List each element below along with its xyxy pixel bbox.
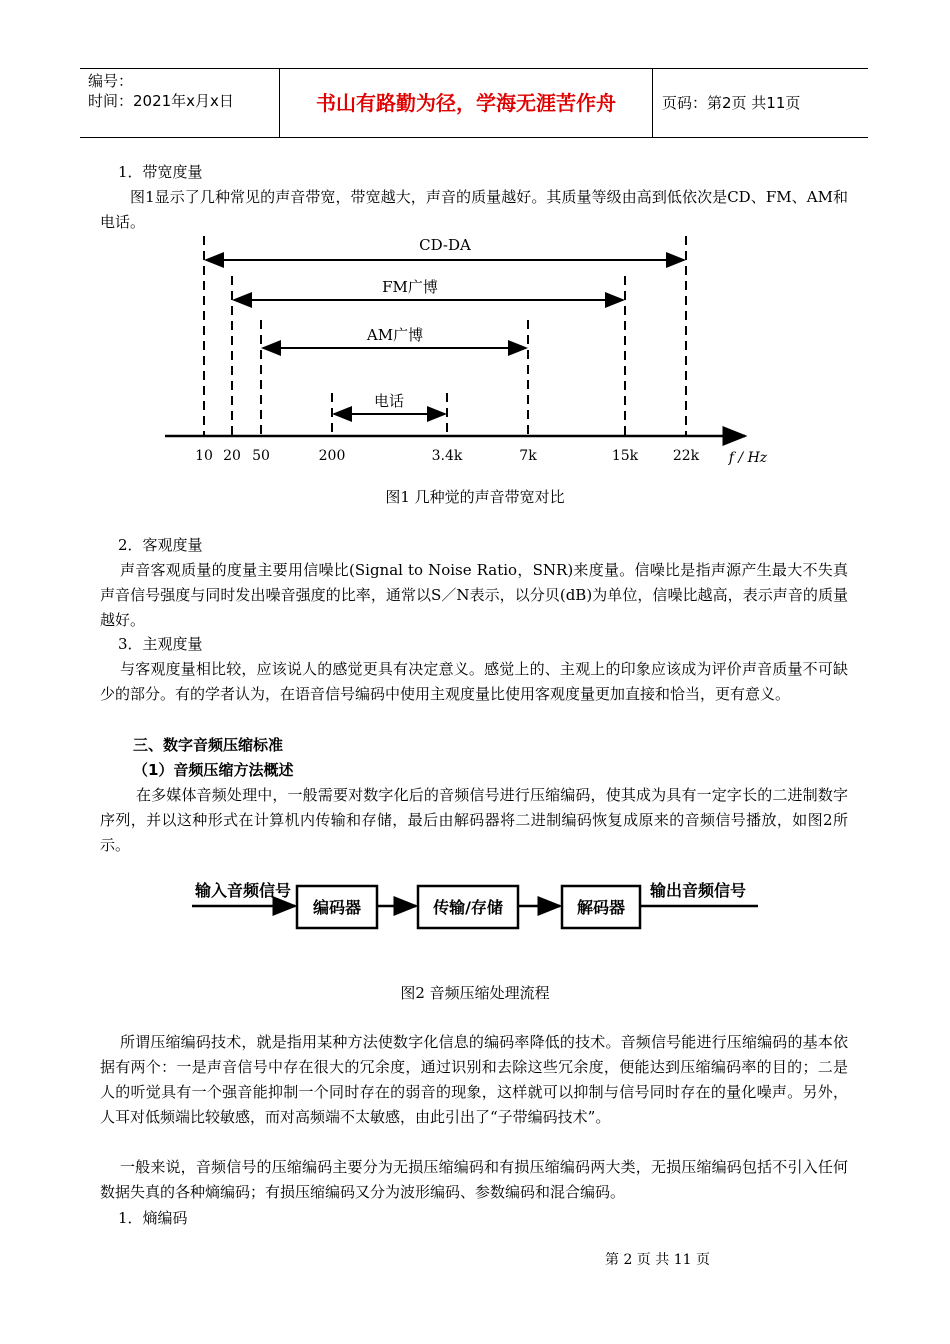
figure-1-caption: 图1 几种觉的声音带宽对比 bbox=[385, 488, 565, 506]
page-header bbox=[80, 68, 868, 138]
header-page-info: 页码：第2页 共11页 bbox=[662, 94, 801, 112]
tick-label: 200 bbox=[318, 448, 346, 464]
section-3-paragraph: 与客观度量相比较，应该说人的感觉更具有决定意义。感觉上的、主观上的印象应该成为评价声音质量不可缺少的部分。有的学者认为，在语音信号编码中使用主观度量比使用客观度量更加直接和恰当，更有意义。 bbox=[100, 660, 848, 703]
tick-label: 22k bbox=[672, 448, 700, 464]
flow-output-label: 输出音频信号 bbox=[650, 881, 747, 900]
heading-compression-overview: （1）音频压缩方法概述 bbox=[133, 761, 294, 779]
paragraph-audio-processing: 在多媒体音频处理中，一般需要对数字化后的音频信号进行压缩编码，使其成为具有一定字长的二进制数字序列，并以这种形式在计算机内传输和存储，最后由解码器将二进制编码恢复成原来的音频信号播放，如图2所示。 bbox=[100, 786, 848, 854]
tick-label: 50 bbox=[252, 448, 270, 464]
page-footer: 第 2 页 共 11 页 bbox=[605, 1252, 710, 1268]
flow-input-label: 输入音频信号 bbox=[195, 881, 292, 900]
encoder-label: 编码器 bbox=[312, 898, 362, 917]
paragraph-compression-types: 一般来说，音频信号的压缩编码主要分为无损压缩编码和有损压缩编码两大类，无损压缩编码包括不引入任何数据失真的各种熵编码；有损压缩编码又分为波形编码、参数编码和混合编码。 bbox=[100, 1158, 848, 1201]
transfer-label: 传输/存储 bbox=[433, 898, 503, 917]
tick-label: 10 bbox=[195, 448, 213, 464]
header-meta bbox=[80, 69, 280, 137]
section-entropy-title: 1．熵编码 bbox=[118, 1209, 188, 1227]
section-3-title: 3．主观度量 bbox=[118, 635, 203, 653]
band-label-phone: 电话 bbox=[373, 392, 405, 410]
band-label-fm: FM广博 bbox=[382, 278, 438, 296]
doc-number-label: 编号： bbox=[88, 72, 134, 90]
heading-compression-standards: 三、数字音频压缩标准 bbox=[133, 736, 284, 754]
tick-label: 15k bbox=[611, 448, 639, 464]
doc-time-label: 时间：2021年x月x日 bbox=[88, 92, 234, 110]
compression-flow-figure bbox=[190, 868, 760, 948]
decoder-label: 解码器 bbox=[576, 898, 626, 917]
section-2-paragraph: 声音客观质量的度量主要用信噪比(Signal to Noise Ratio，SNR)来度量。信噪比是指声源产生最大不失真声音信号强度与同时发出噪音强度的比率，通常以S／N表示，以分贝(dB)为单位，信噪比越高，表示声音的质量越好。 bbox=[100, 561, 848, 629]
tick-label: 7k bbox=[519, 448, 537, 464]
tick-label: 3.4k bbox=[431, 448, 463, 464]
band-label-am: AM广博 bbox=[366, 326, 424, 344]
bandwidth-figure bbox=[160, 228, 780, 476]
section-2-title: 2．客观度量 bbox=[118, 536, 203, 554]
figure-2-caption: 图2 音频压缩处理流程 bbox=[400, 984, 550, 1002]
section-1-title: 1．带宽度量 bbox=[118, 163, 203, 181]
band-label-cd: CD-DA bbox=[419, 236, 471, 254]
section-1-paragraph: 图1显示了几种常见的声音带宽，带宽越大，声音的质量越好。其质量等级由高到低依次是CD、FM、AM和电话。 bbox=[100, 188, 848, 231]
paragraph-compression-technique: 所谓压缩编码技术，就是指用某种方法使数字化信息的编码率降低的技术。音频信号能进行压缩编码的基本依据有两个：一是声音信号中存在很大的冗余度，通过识别和去除这些冗余度，便能达到压缩编码率的目的；二是人的听觉具有一个强音能抑制一个同时存在的弱音的现象，这样就可以抑制与信号同时存在的量化噪声。另外，人耳对低频端比较敏感，而对高频端不太敏感，由此引出了“子带编码技术”。 bbox=[100, 1033, 848, 1126]
tick-label: 20 bbox=[223, 448, 241, 464]
header-motto: 书山有路勤为径，学海无涯苦作舟 bbox=[280, 69, 653, 137]
axis-label: f / Hz bbox=[728, 450, 768, 466]
